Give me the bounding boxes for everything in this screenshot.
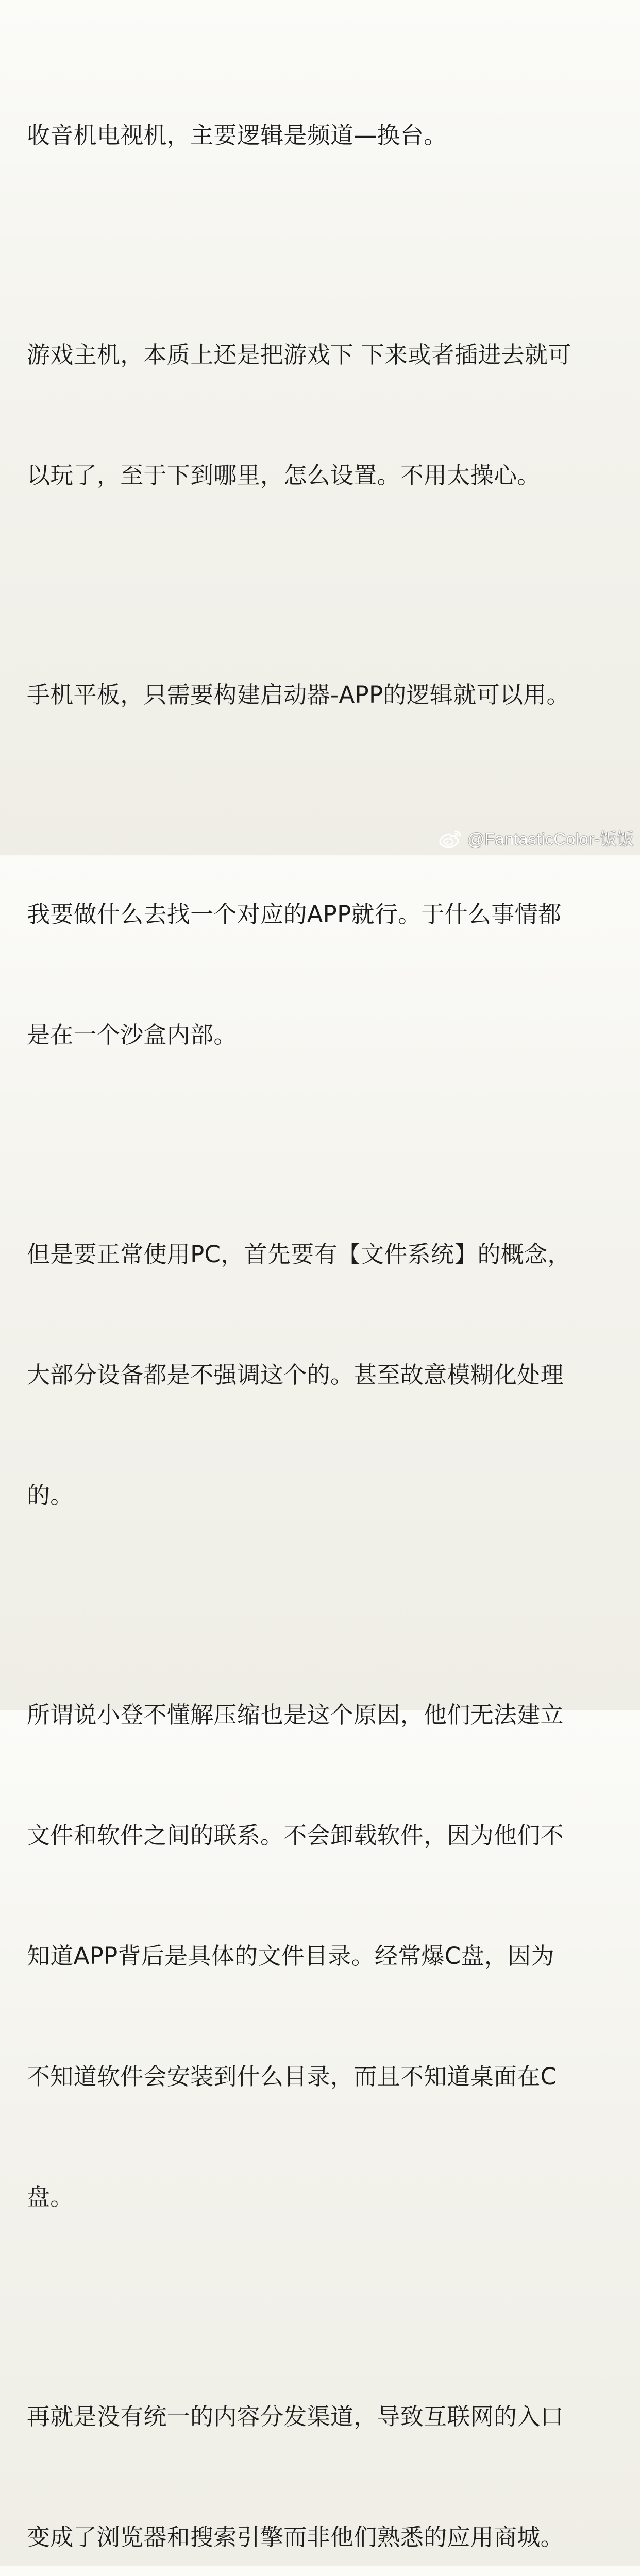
text-line: 盘。 xyxy=(27,2183,74,2211)
paragraph-7 xyxy=(27,2316,619,2576)
text-line: 但是要正常使用PC，首先要有【文件系统】的概念， xyxy=(27,1241,571,1268)
watermark xyxy=(439,826,634,850)
text-line: 变成了浏览器和搜索引擎而非他们熟悉的应用商城。 xyxy=(27,2523,564,2551)
text-line: 大部分设备都是不强调这个的。甚至故意模糊化处理 xyxy=(27,1361,564,1388)
text-line: 知道APP背后是具体的文件目录。经常爆C盘，因为 xyxy=(27,1942,554,1970)
paragraph-5 xyxy=(27,1154,619,1596)
text-line: 的。 xyxy=(27,1482,74,1509)
article-body xyxy=(27,35,619,2576)
paragraph-2 xyxy=(27,255,619,576)
text-line: 手机平板，只需要构建启动器-APP的逻辑就可以用。 xyxy=(27,681,570,708)
text-line: 不知道软件会安装到什么目录，而且不知道桌面在C xyxy=(27,2063,557,2090)
text-line: 我要做什么去找一个对应的APP就行。于什么事情都 xyxy=(27,901,562,928)
text-line: 是在一个沙盒内部。 xyxy=(27,1021,237,1048)
weibo-icon xyxy=(439,828,463,849)
paragraph-3 xyxy=(27,595,619,795)
text-line: 文件和软件之间的联系。不会卸载软件，因为他们不 xyxy=(27,1822,564,1849)
paragraph-1 xyxy=(27,35,619,236)
paragraph-4 xyxy=(27,814,619,1136)
paragraph-6 xyxy=(27,1615,619,2298)
text-line: 所谓说小登不懂解压缩也是这个原因，他们无法建立 xyxy=(27,1701,564,1728)
watermark-text: @FantasticColor-饭饭 xyxy=(467,829,634,849)
text-line: 再就是没有统一的内容分发渠道，导致互联网的入口 xyxy=(27,2403,564,2430)
text-line: 收音机电视机，主要逻辑是频道—换台。 xyxy=(27,122,447,149)
text-line: 以玩了，至于下到哪里，怎么设置。不用太操心。 xyxy=(27,462,541,489)
text-line: 游戏主机，本质上还是把游戏下 下来或者插进去就可 xyxy=(27,341,571,368)
